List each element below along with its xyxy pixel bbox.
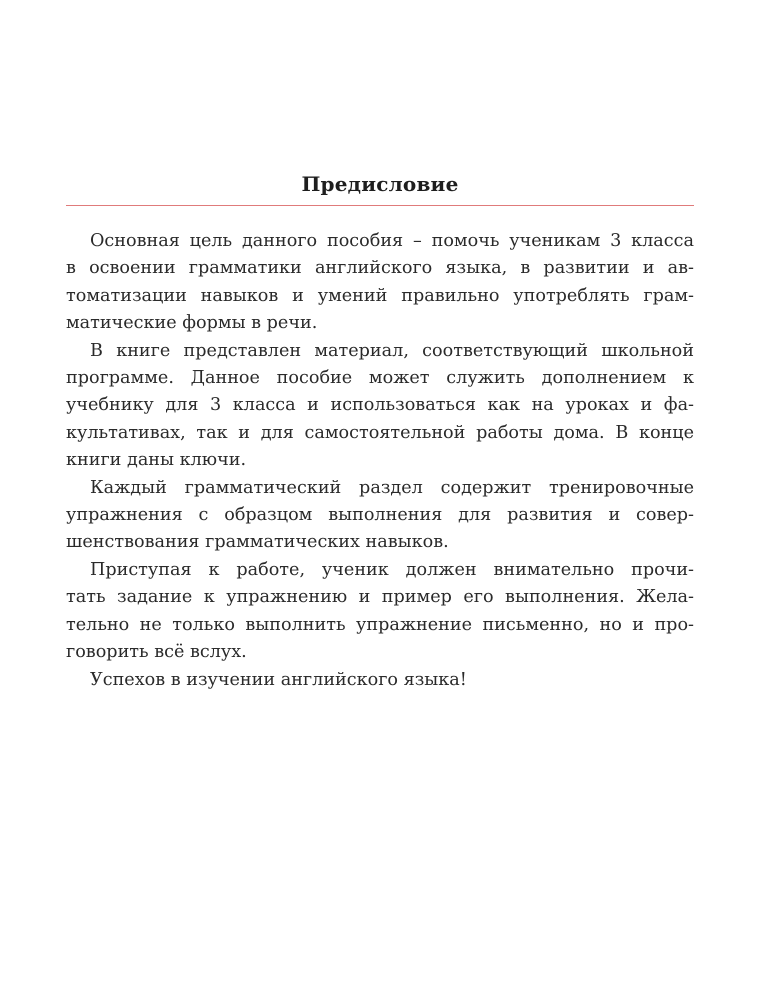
text-line: Основная цель данного пособия – помочь ученикам 3 класса: [90, 231, 694, 251]
text-line: упражнения с образцом выполнения для развития и совер-: [66, 505, 694, 526]
page-title: Предисловие: [301, 172, 459, 196]
paragraph: [66, 475, 694, 557]
text-line: тельно не только выполнить упражнение письменно, но и про-: [66, 614, 694, 635]
text-line: программе. Данное пособие может служить дополнением к: [66, 368, 694, 389]
text-line: В книге представлен материал, соответствующий школьной: [90, 340, 694, 361]
paragraph: [66, 228, 694, 338]
paragraph: [66, 667, 694, 694]
preface-body: [66, 228, 694, 694]
text-line: матические формы в речи.: [66, 313, 318, 334]
text-line: Приступая к работе, ученик должен внимательно прочи-: [90, 559, 694, 580]
text-line: Каждый грамматический раздел содержит тренировочные: [90, 477, 694, 498]
text-line: говорить всё вслух.: [66, 642, 247, 663]
text-line: в освоении грамматики английского языка, в развитии и ав-: [66, 258, 694, 279]
paragraph: [66, 338, 694, 475]
paragraph: [66, 557, 694, 667]
text-line: Успехов в изучении английского языка!: [90, 669, 467, 690]
text-line: шенствования грамматических навыков.: [66, 532, 449, 553]
text-line: томатизации навыков и умений правильно употреблять грам-: [66, 285, 694, 306]
title-underline-rule: [66, 205, 694, 206]
text-line: культативах, так и для самостоятельной работы дома. В конце: [66, 422, 694, 443]
text-line: учебнику для 3 класса и использоваться как на уроках и фа-: [66, 395, 694, 416]
text-line: тать задание к упражнению и пример его выполнения. Жела-: [66, 587, 694, 608]
text-line: книги даны ключи.: [66, 450, 247, 471]
